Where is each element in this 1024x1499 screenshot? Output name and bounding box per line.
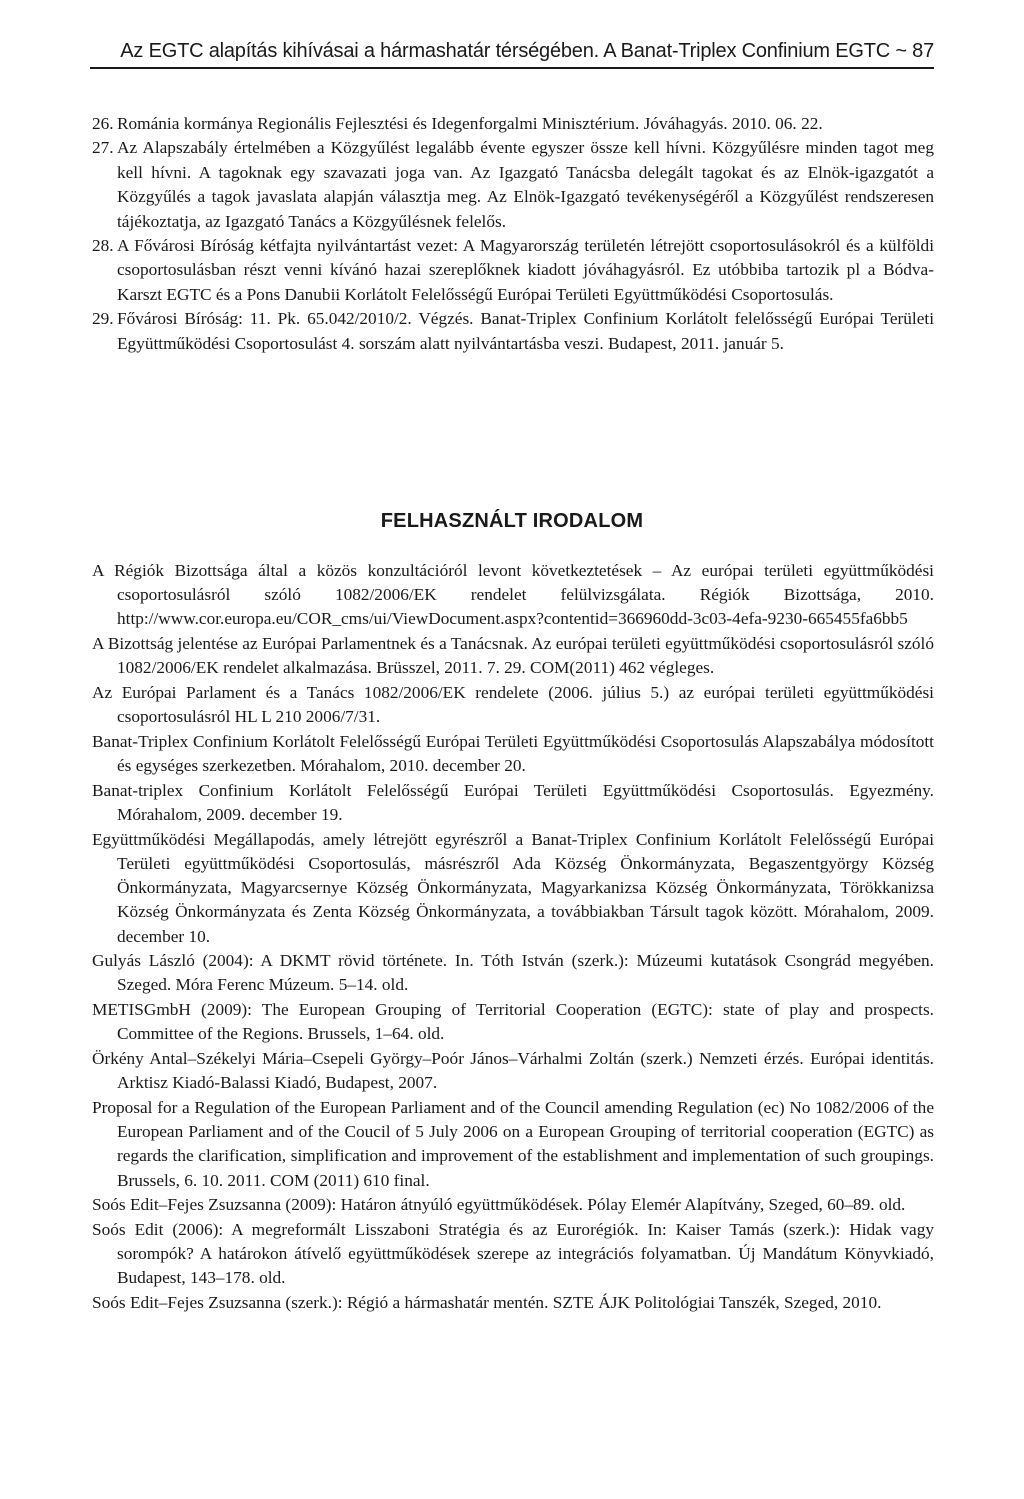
reference-item: Banat-Triplex Confinium Korlátolt Felelősségű Európai Területi Együttműködési Csoportosulás Alapszabálya módosított és egységes szerkezetben. Mórahalom, 2010. december 20.: [92, 731, 934, 776]
endnote: [92, 234, 934, 307]
reference-item: Banat-triplex Confinium Korlátolt Felelősségű Európai Területi Együttműködési Csoportosulás. Egyezmény. Mórahalom, 2009. december 19.: [92, 780, 934, 825]
endnote-text: Románia kormánya Regionális Fejlesztési és Idegenforgalmi Minisztérium. Jóváhagyás. 2010. 06. 22.: [117, 114, 823, 133]
reference-item: Proposal for a Regulation of the European Parliament and of the Council amending Regulation (ec) No 1082/2006 of the European Parliament and of the Coucil of 5 July 2006 on a European Grouping of territorial cooperation (EGTC) as regards the clarification, simplification and improvement of the establishment and implementation of such groupings. Brussels, 6. 10. 2011. COM (2011) 610 final.: [92, 1097, 934, 1190]
endnote: [92, 307, 934, 356]
reference-item: Soós Edit–Fejes Zsuzsanna (szerk.): Régió a hármashatár mentén. SZTE ÁJK Politológiai Tanszék, Szeged, 2010.: [92, 1293, 882, 1313]
endnote-number: 27.: [92, 138, 114, 158]
reference-item: Gulyás László (2004): A DKMT rövid története. In. Tóth István (szerk.): Múzeumi kutatások Csongrád megyében. Szeged. Móra Ferenc Múzeum. 5–14. old.: [92, 951, 934, 995]
reference-list: [92, 559, 934, 1316]
reference-item: Soós Edit (2006): A megreformált Lisszaboni Stratégia és az Eurorégiók. In: Kaiser Tamás (szerk.): Hidak vagy sorompók? A határokon átívelő együttműködések szerepe az integrációs folyamatban. Új Mandátum Könyvkiadó, Budapest, 143–178. old.: [92, 1219, 934, 1288]
reference-item: Együttműködési Megállapodás, amely létrejött egyrészről a Banat-Triplex Confinium Korlátolt Felelősségű Európai Területi együttműködési Csoportosulás, másrészről Ada Község Önkormányzata, Begaszentgyörgy Község Önkormányzata, Magyarcsernye Község Önkormányzata, Magyarkanizsa Község Önkormányzata, Törökkanizsa Község Önkormányzata és Zenta Község Önkormányzata, a továbbiakban Társult tagok között. Mórahalom, 2009. december 10.: [92, 829, 934, 946]
reference-item: A Bizottság jelentése az Európai Parlamentnek és a Tanácsnak. Az európai területi együttműködési csoportosulásról szóló 1082/2006/EK rendelet alkalmazása. Brüsszel, 2011. 7. 29. COM(2011) 462 végleges.: [92, 634, 934, 678]
endnotes: [92, 112, 934, 356]
endnote-number: 26.: [92, 114, 114, 133]
endnote: [92, 112, 934, 136]
endnote-text: Az Alapszabály értelmében a Közgyűlést legalább évente egyszer össze kell hívni. Közgyűlésre minden tagot meg kell hívni. A tagoknak egy szavazati joga van. Az Igazgató Tanácsba delegált tagokat és az Elnök-igazgatót a Közgyűlés a tagok javaslata alapján választja meg. Az Elnök-Igazgató tevékenységéről a Közgyűlést rendszeresen tájékoztatja, az Igazgató Tanács a Közgyűlésnek felelős.: [117, 138, 934, 231]
reference-item: Az Európai Parlament és a Tanács 1082/2006/EK rendelete (2006. július 5.) az európai területi együttműködési csoportosulásról HL L 210 2006/7/31.: [92, 683, 934, 727]
reference-item: METISGmbH (2009): The European Grouping of Territorial Cooperation (EGTC): state of play and prospects. Committee of the Regions. Brussels, 1–64. old.: [92, 1000, 934, 1044]
endnote-text: A Fővárosi Bíróság kétfajta nyilvántartást vezet: A Magyarország területén létrejött csoportosulásokról és a külföldi csoportosulásban részt venni kívánó hazai szereplőknek kiadott jóváhagyásról. Ez utóbbiba tartozik pl a Bódva-Karszt EGTC és a Pons Danubii Korlátolt Felelősségű Európai Területi Együttműködési Csoportosulás.: [117, 236, 934, 304]
running-header: Az EGTC alapítás kihívásai a hármashatár térségében. A Banat-Triplex Confinium EGTC ~ 87: [90, 40, 934, 69]
endnote-text: Fővárosi Bíróság: 11. Pk. 65.042/2010/2. Végzés. Banat-Triplex Confinium Korlátolt felelősségű Európai Területi Együttműködési Csoportosulást 4. sorszám alatt nyilvántartásba veszi. Budapest, 2011. január 5.: [117, 309, 934, 353]
endnote-number: 29.: [92, 309, 114, 329]
reference-item: Örkény Antal–Székelyi Mária–Csepeli György–Poór János–Várhalmi Zoltán (szerk.) Nemzeti érzés. Európai identitás. Arktisz Kiadó-Balassi Kiadó, Budapest, 2007.: [92, 1049, 934, 1093]
endnote-number: 28.: [92, 236, 114, 256]
reference-item: Soós Edit–Fejes Zsuzsanna (2009): Határon átnyúló együttműködések. Pólay Elemér Alapítvány, Szeged, 60–89. old.: [92, 1195, 906, 1215]
endnote: [92, 136, 934, 234]
reference-item: A Régiók Bizottsága által a közös konzultációról levont következtetések – Az európai területi együttműködési csoportosulásról szóló 1082/2006/EK rendelet felülvizsgálata. Régiók Bizottsága, 2010. http://www.cor.europa.eu/COR_cms/ui/ViewDocument.aspx?contentid=366960dd-3c03-4efa-9230-665455fa6bb5: [92, 561, 934, 629]
section-title: FELHASZNÁLT IRODALOM: [380, 510, 644, 532]
